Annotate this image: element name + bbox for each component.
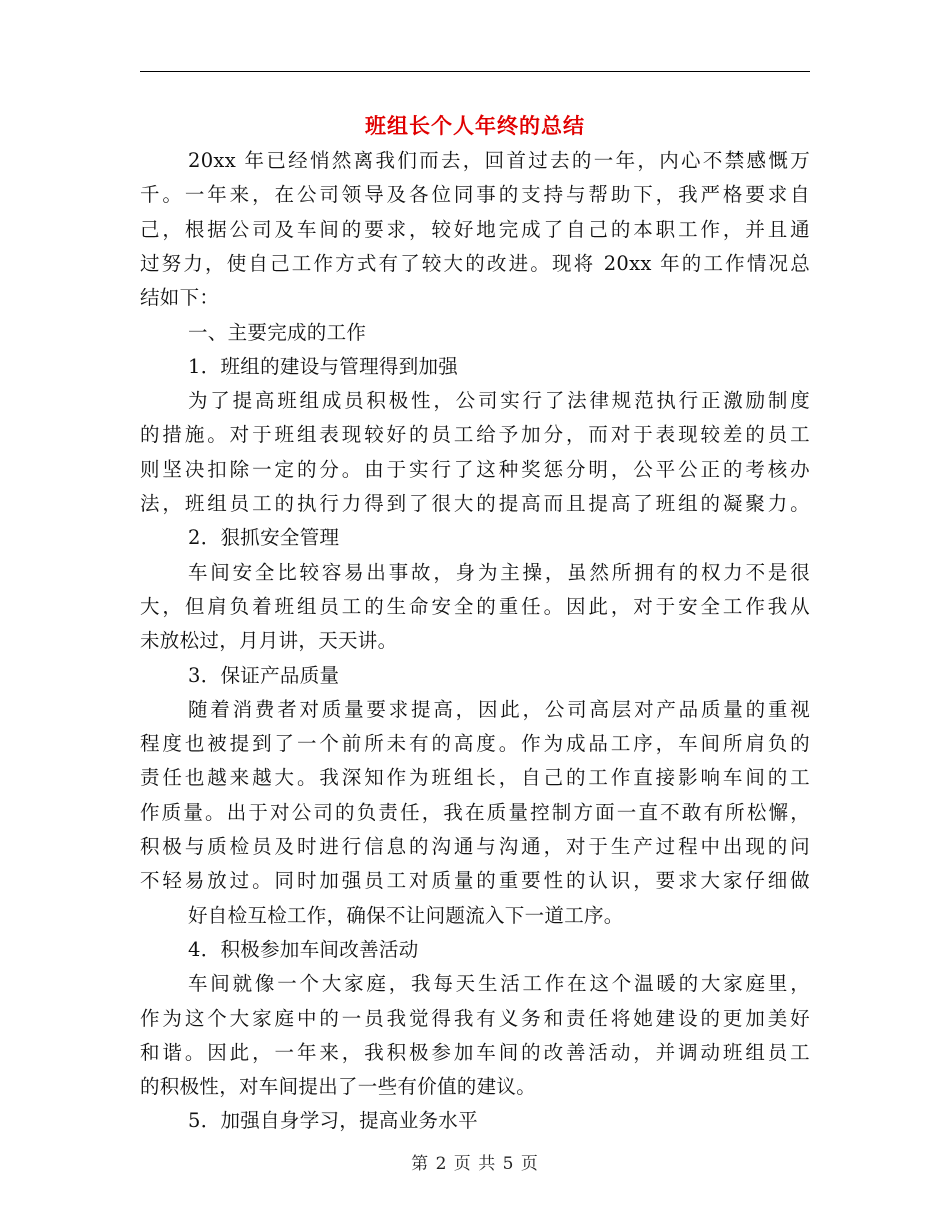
body-text-line: 车间就像一个大家庭，我每天生活工作在这个温暖的大家庭里， <box>188 972 810 996</box>
body-text-line: 未放松过，月月讲，天天讲。 <box>140 629 398 653</box>
body-text-line: 作质量。出于对公司的负责任，我在质量控制方面一直不敢有所松懈， <box>140 800 810 824</box>
body-text-line: 为了提高班组成员积极性，公司实行了法律规范执行正激励制度 <box>188 389 810 413</box>
body-text-line: 过努力，使自己工作方式有了较大的改进。现将 20xx 年的工作情况总 <box>140 251 810 275</box>
section-heading: 4．积极参加车间改善活动 <box>188 937 419 961</box>
body-text-line: 随着消费者对质量要求提高，因此，公司高层对产品质量的重视 <box>188 697 810 721</box>
body-text-line: 结如下： <box>140 286 220 310</box>
body-text-line: 的积极性，对车间提出了一些有价值的建议。 <box>140 1075 537 1099</box>
body-text-line: 作为这个大家庭中的一员我觉得我有义务和责任将她建设的更加美好 <box>140 1006 810 1030</box>
body-text-line: 车间安全比较容易出事故，身为主操，虽然所拥有的权力不是很 <box>188 560 810 584</box>
body-text-line: 不轻易放过。同时加强员工对质量的重要性的认识，要求大家仔细做 <box>140 869 810 893</box>
body-text-line: 积极与质检员及时进行信息的沟通与沟通，对于生产过程中出现的问 <box>140 835 810 858</box>
body-text-line: 程度也被提到了一个前所未有的高度。作为成品工序，车间所肩负的 <box>140 732 810 756</box>
body-text-line: 和谐。因此，一年来，我积极参加车间的改善活动，并调动班组员工 <box>140 1040 810 1064</box>
section-heading: 1．班组的建设与管理得到加强 <box>188 354 459 378</box>
section-heading: 一、主要完成的工作 <box>188 320 367 344</box>
body-text-line: 的措施。对于班组表现较好的员工给予加分，而对于表现较差的员工 <box>140 423 810 447</box>
section-heading: 2．狠抓安全管理 <box>188 526 340 550</box>
body-text-line: 好自检互检工作，确保不让问题流入下一道工序。 <box>188 903 624 927</box>
body-text-line: 则坚决扣除一定的分。由于实行了这种奖惩分明，公平公正的考核办 <box>140 457 810 481</box>
header-rule <box>140 71 810 72</box>
body-text-line: 20xx 年已经悄然离我们而去，回首过去的一年，内心不禁感慨万 <box>188 149 810 172</box>
body-text-line: 责任也越来越大。我深知作为班组长，自己的工作直接影响车间的工 <box>140 766 810 790</box>
document-title: 班组长个人年终的总结 <box>365 113 585 138</box>
body-text-line: 千。一年来，在公司领导及各位同事的支持与帮助下，我严格要求自 <box>140 183 810 207</box>
section-heading: 3．保证产品质量 <box>188 663 340 687</box>
section-heading: 5．加强自身学习，提高业务水平 <box>188 1109 478 1133</box>
body-text-line: 大，但肩负着班组员工的生命安全的重任。因此，对于安全工作我从 <box>140 594 810 618</box>
page-number-footer: 第 2 页 共 5 页 <box>411 1154 539 1174</box>
body-text-line: 法，班组员工的执行力得到了很大的提高而且提高了班组的凝聚力。 <box>140 492 810 515</box>
body-text-line: 己，根据公司及车间的要求，较好地完成了自己的本职工作，并且通 <box>140 217 810 241</box>
